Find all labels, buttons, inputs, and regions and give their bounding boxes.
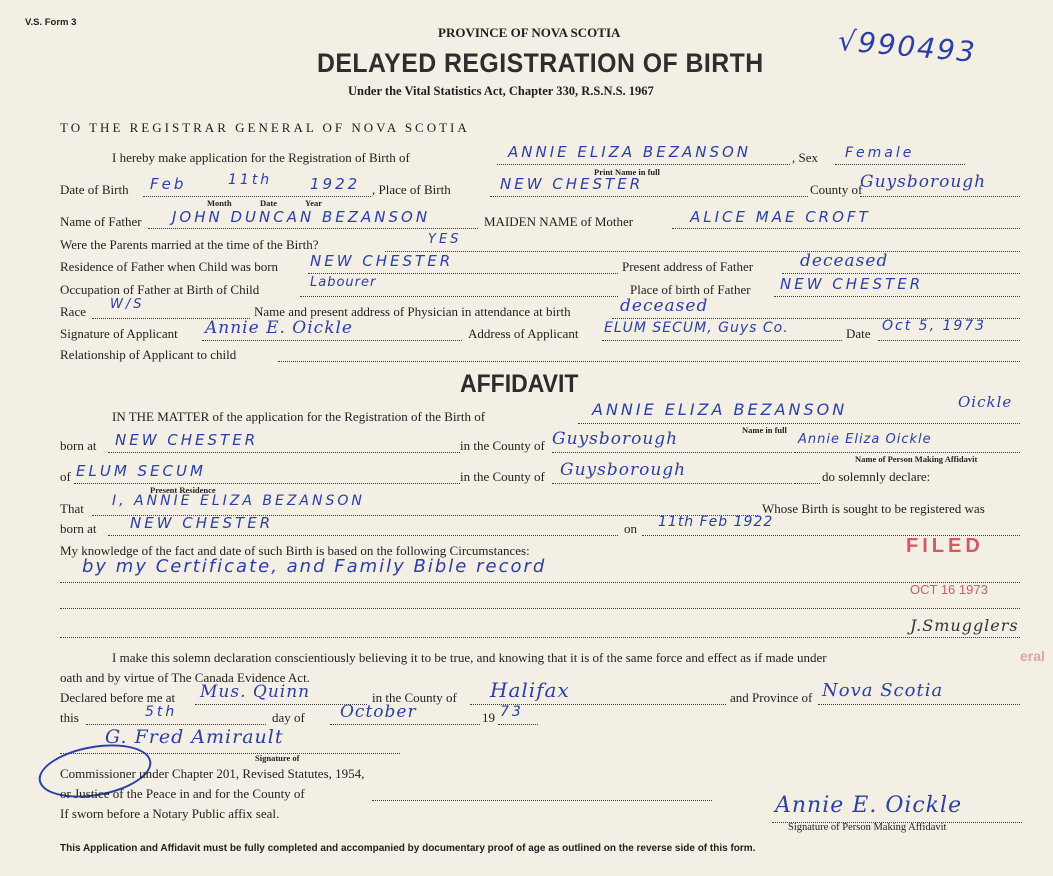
- child-name-line: [497, 164, 790, 165]
- mother-maiden-value[interactable]: ALICE MAE CROFT: [690, 208, 871, 226]
- residence-county-line: [552, 483, 792, 484]
- justice-county-line: [372, 800, 712, 801]
- residence-father-label: Residence of Father when Child was born: [60, 259, 279, 274]
- born-at2-value[interactable]: NEW CHESTER: [130, 514, 274, 532]
- place-birth-father-label: Place of birth of Father: [630, 282, 751, 297]
- father-name-label: Name of Father: [60, 214, 142, 229]
- dob-line: [143, 196, 371, 197]
- sex-label: , Sex: [792, 150, 818, 165]
- registrar-stamp-partial: eral: [1020, 648, 1045, 664]
- aff-child-name-line: [578, 423, 1020, 424]
- form-number: V.S. Form 3: [25, 17, 77, 28]
- declared-before-label: Declared before me at: [60, 690, 176, 705]
- place-of-birth-label: , Place of Birth: [372, 182, 451, 197]
- person-making-line: [794, 452, 1020, 453]
- declared-at-value[interactable]: Mus. Quinn: [200, 682, 311, 702]
- occupation-father-line: [300, 296, 618, 297]
- and-province-label: and Province of: [730, 690, 813, 705]
- race-value[interactable]: W/S: [110, 297, 145, 312]
- date-note: Date: [260, 198, 277, 208]
- name-in-full-note: Name in full: [742, 425, 787, 435]
- address-applicant-label: Address of Applicant: [468, 326, 579, 341]
- declared-province-line: [818, 704, 1020, 705]
- year-note: Year: [305, 198, 322, 208]
- residence-father-value[interactable]: NEW CHESTER: [310, 252, 454, 270]
- person-making-value[interactable]: Annie Eliza Oickle: [798, 432, 932, 447]
- place-birth-father-value[interactable]: NEW CHESTER: [780, 275, 924, 293]
- in-county-value[interactable]: Guysborough: [552, 429, 679, 449]
- father-name-line: [148, 228, 478, 229]
- person-making-note: Name of Person Making Affidavit: [855, 454, 978, 464]
- registration-number: √990493: [836, 24, 978, 69]
- aff-child-name-correction[interactable]: Oickle: [958, 393, 1013, 411]
- in-county2-label: in the County of: [460, 469, 545, 484]
- page-title: DELAYED REGISTRATION OF BIRTH: [317, 48, 764, 78]
- do-solemnly-label: do solemnly declare:: [822, 469, 931, 484]
- in-county3-label: in the County of: [372, 690, 457, 705]
- day-line: [86, 724, 266, 725]
- month-note: Month: [207, 198, 232, 208]
- dob-month-value[interactable]: Feb: [150, 175, 187, 193]
- physician-value[interactable]: deceased: [620, 296, 709, 316]
- filed-date-stamp: OCT 16 1973: [910, 582, 988, 597]
- dob-day-value[interactable]: 11th: [228, 172, 273, 188]
- declared-province-value[interactable]: Nova Scotia: [822, 680, 944, 701]
- residence-father-line: [308, 273, 618, 274]
- this-label: this: [60, 710, 79, 725]
- year-prefix-label: 19: [482, 710, 495, 725]
- person-signature-value[interactable]: Annie E. Oickle: [775, 793, 963, 818]
- filed-stamp: FILED: [906, 535, 984, 557]
- year-value[interactable]: 73: [500, 704, 524, 720]
- county-label: County of: [810, 182, 863, 197]
- born-at-value[interactable]: NEW CHESTER: [115, 431, 259, 449]
- place-birth-father-line: [774, 296, 1020, 297]
- commissioner-signature-value[interactable]: G. Fred Amirault: [105, 726, 284, 748]
- dob-year-value[interactable]: 1922: [310, 175, 361, 193]
- signature-applicant-line: [202, 340, 462, 341]
- solemn-line: [794, 483, 820, 484]
- county-value[interactable]: Guysborough: [860, 172, 987, 192]
- filed-initials: J.Smugglers: [910, 616, 1019, 635]
- that-label: That: [60, 501, 84, 516]
- signature-applicant-value[interactable]: Annie E. Oickle: [205, 318, 353, 338]
- application-intro-label: I hereby make application for the Registration of Birth of: [112, 150, 410, 165]
- of-label: of: [60, 469, 71, 484]
- commissioner-label: Commissioner under Chapter 201, Revised Statutes, 1954,: [60, 766, 365, 781]
- in-the-matter-label: IN THE MATTER of the application for the Registration of the Birth of: [112, 409, 486, 424]
- sex-line: [835, 164, 965, 165]
- born-at-label: born at: [60, 438, 97, 453]
- address-applicant-line: [602, 340, 842, 341]
- aff-child-name-value[interactable]: ANNIE ELIZA BEZANSON: [592, 400, 848, 419]
- date-value[interactable]: Oct 5, 1973: [882, 318, 987, 334]
- notary-label: If sworn before a Notary Public affix seal.: [60, 806, 280, 821]
- residence-county-value[interactable]: Guysborough: [560, 460, 687, 480]
- present-address-father-line: [782, 273, 1020, 274]
- place-of-birth-value[interactable]: NEW CHESTER: [500, 175, 644, 193]
- born-at-line: [108, 452, 460, 453]
- place-of-birth-line: [490, 196, 808, 197]
- father-name-value[interactable]: JOHN DUNCAN BEZANSON: [172, 208, 431, 226]
- province-heading: PROVINCE OF NOVA SCOTIA: [438, 25, 621, 40]
- circumstances-line-2: [60, 608, 1020, 609]
- justice-label: or Justice of the Peace in and for the County of: [60, 786, 305, 801]
- circumstances-value[interactable]: by my Certificate, and Family Bible record: [82, 556, 547, 577]
- in-county-label: in the County of: [460, 438, 545, 453]
- born-at2-label: born at: [60, 521, 97, 536]
- county-line: [860, 196, 1020, 197]
- child-name-value[interactable]: ANNIE ELIZA BEZANSON: [508, 143, 752, 161]
- born-at2-line: [108, 535, 618, 536]
- circumstances-line-3: [60, 637, 1020, 638]
- relationship-line: [278, 361, 1020, 362]
- mother-maiden-label: MAIDEN NAME of Mother: [484, 214, 634, 229]
- day-value[interactable]: 5th: [145, 704, 178, 720]
- residence-line: [74, 483, 460, 484]
- month-line: [330, 724, 480, 725]
- dob-label: Date of Birth: [60, 182, 129, 197]
- address-applicant-value[interactable]: ELUM SECUM, Guys Co.: [604, 320, 789, 336]
- print-name-note: Print Name in full: [594, 167, 660, 177]
- physician-label: Name and present address of Physician in attendance at birth: [254, 304, 571, 319]
- on-value[interactable]: 11th Feb 1922: [658, 514, 774, 530]
- date-line: [878, 340, 1020, 341]
- parents-married-line: [385, 251, 1020, 252]
- signature-of-note: Signature of: [255, 753, 300, 763]
- knowledge-label: My knowledge of the fact and date of such Birth is based on the following Circumstances:: [60, 543, 530, 558]
- parents-married-label: Were the Parents married at the time of the Birth?: [60, 237, 319, 252]
- occupation-father-value[interactable]: Labourer: [310, 275, 377, 290]
- parents-married-value[interactable]: YES: [428, 232, 462, 247]
- signature-applicant-label: Signature of Applicant: [60, 326, 178, 341]
- occupation-father-label: Occupation of Father at Birth of Child: [60, 282, 260, 297]
- page-subtitle: Under the Vital Statistics Act, Chapter 330, R.S.N.S. 1967: [348, 84, 654, 98]
- on-label: on: [624, 521, 637, 536]
- year-line: [498, 724, 538, 725]
- race-label: Race: [60, 304, 86, 319]
- present-address-father-value[interactable]: deceased: [800, 251, 889, 271]
- circumstances-line-1: [60, 582, 1020, 583]
- present-residence-note: Present Residence: [150, 485, 216, 495]
- that-value[interactable]: I, ANNIE ELIZA BEZANSON: [112, 493, 365, 509]
- date-label: Date: [846, 326, 871, 341]
- addressee: TO THE REGISTRAR GENERAL OF NOVA SCOTIA: [60, 120, 470, 135]
- whose-birth-label: Whose Birth is sought to be registered was: [762, 501, 985, 516]
- mother-maiden-line: [672, 228, 1020, 229]
- declaration-line-1: I make this solemn declaration conscientiously believing it to be true, and knowing that it is of the same force and effect as if made under: [112, 650, 827, 665]
- person-signature-label: Signature of Person Making Affidavit: [788, 822, 947, 833]
- present-address-father-label: Present address of Father: [622, 259, 754, 274]
- residence-value[interactable]: ELUM SECUM: [76, 462, 206, 480]
- month-value[interactable]: October: [340, 702, 417, 722]
- affidavit-heading: AFFIDAVIT: [460, 370, 579, 398]
- relationship-label: Relationship of Applicant to child: [60, 347, 237, 362]
- day-of-label: day of: [272, 710, 305, 725]
- sex-value[interactable]: Female: [845, 145, 915, 161]
- declaration-line-2: oath and by virtue of The Canada Evidence Act.: [60, 670, 310, 685]
- in-county-line: [552, 452, 792, 453]
- declared-county-value[interactable]: Halifax: [490, 678, 570, 702]
- footer-notice: This Application and Affidavit must be fully completed and accompanied by documentary proof of age as outlined on the reverse side of this form.: [60, 843, 756, 854]
